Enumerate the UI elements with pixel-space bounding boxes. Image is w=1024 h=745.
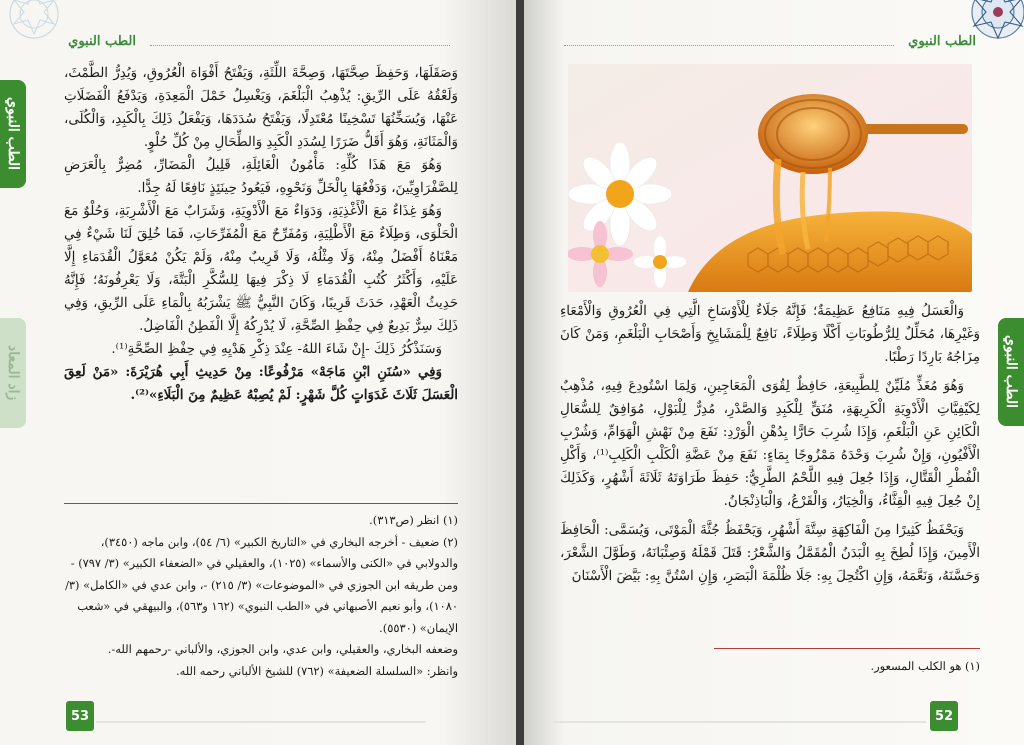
footnotes bbox=[560, 656, 980, 678]
footer-bar bbox=[96, 721, 426, 723]
footnote-rule bbox=[64, 503, 458, 504]
main-text bbox=[64, 62, 458, 407]
paragraph: وَيَحْفَظُ كَثِيرًا مِنَ الْفَاكِهَةِ سِتَّةَ أَشْهُرٍ، وَيَحْفَظُ جُثَّةَ الْمَوْتَى، وَيُسَمَّى: الْحَافِظَ الْأَمِينَ، وَإِذَا لُطِخَ بِهِ الْبَدَنُ الْمُقَمَّلُ وَالشَّعْرُ: قَتَلَ قَمْلَهُ وَصِئْبَانَهُ، وَطَوَّلَ الشَّعْرَ، وَحَسَّنَهُ، وَنَعَّمَهُ، وَإِنِ اكْتُحِلَ بِهِ: جَلَا ظُلْمَةَ الْبَصَرِ، وَإِنِ اسْتُنَّ بِهِ: بَيَّضَ الْأَسْنَانَ bbox=[560, 523, 980, 584]
footnotes bbox=[64, 510, 458, 682]
footer-bar bbox=[554, 721, 926, 723]
footnote: (٢) ضعيف - أخرجه البخاري في «التاريخ الكبير» (٦/ ٥٤)، وابن ماجه (٣٤٥٠)، والدولابي في «الكنى والأسماء» (١٠٢٥)، والعقيلي في «الضعفاء الكبير» (٣/ ٧٩٧) - ومن طريقه ابن الجوزي في «الموضوعات» (٣/ ٢١٥) -، وابن عدي في «الكامل» (٣/ ١٠٨٠)، وأبو نعيم الأصبهاني في «الطب النبوي» (١٦٢ و٥٦٣)، والبيهقي في «شعب الإيمان» (٥٥٣٠). bbox=[65, 534, 458, 635]
page-number: 52 bbox=[930, 701, 958, 731]
hadith-paragraph: وَفِي «سُنَنِ ابْنِ مَاجَهْ» مَرْفُوعًا: مِنْ حَدِيثِ أَبِي هُرَيْرَةَ: «مَنْ لَعِقَ الْعَسَلَ ثَلَاثَ غَدَوَاتٍ كُلَّ شَهْرٍ: لَمْ يُصِبْهُ عَظِيمٌ مِنَ الْبَلَاءِ»⁽²⁾. bbox=[64, 364, 458, 403]
header-rule bbox=[150, 45, 450, 46]
footnote: (١) هو الكلب المسعور. bbox=[870, 659, 980, 673]
side-tab: الطب النبوي bbox=[0, 80, 26, 188]
page-number: 53 bbox=[66, 701, 94, 731]
footnote-rule bbox=[714, 648, 980, 649]
paragraph: وَهُوَ مُغَذٍّ مُلَيِّنٌ لِلطَّبِيعَةِ، حَافِظٌ لِقُوَى الْمَعَاجِينِ، وَلِمَا اسْتُودِعَ فِيهِ، مُذْهِبٌ لِكَيْفِيَّاتِ الْأَدْوِيَةِ الْكَرِيهَةِ، مُنَقٍّ لِلْكَبِدِ وَالصَّدْرِ، مُدِرٌّ لِلْبَوْلِ، مُوَافِقٌ لِلسُّعَالِ الْكَائِنِ عَنِ الْبَلْغَمِ، وَإِذَا شُرِبَ حَارًّا بِدُهْنِ الْوَرْدِ: نَفَعَ مِنْ نَهْشِ الْهَوَامِّ، وَشُرْبِ الْأَفْيُونِ، وَإِنْ شُرِبَ وَحْدَهُ مَمْزُوجًا بِمَاءٍ: نَفَعَ مِنْ عَضَّةِ الْكَلْبِ الْكَلِبِ⁽¹⁾، وَأَكْلِ الْفُطْرِ الْقَتَّالِ، وَإِذَا جُعِلَ فِيهِ اللَّحْمُ الطَّرِيُّ: حَفِظَ طَرَاوَتَهُ ثَلَاثَةَ أَشْهُرٍ، وَكَذَلِكَ إِنْ جُعِلَ فِيهِ الْقِثَّاءُ، وَالْخِيَارُ، وَالْقَرْعُ، وَالْبَاذِنْجَانُ. bbox=[560, 379, 981, 509]
paragraph: وَالْعَسَلُ فِيهِ مَنَافِعُ عَظِيمَةٌ؛ فَإِنَّهُ جَلَاءٌ لِلْأَوْسَاخِ الَّتِي فِي الْعُرُوقِ وَالْأَمْعَاءِ وَغَيْرِهَا، مُحَلِّلٌ لِلرُّطُوبَاتِ أَكْلًا وَطِلَاءً، نَافِعٌ لِلْمَشَايِخِ وَأَصْحَابِ الْبَلْغَمِ، وَمَنْ كَانَ مِزَاجُهُ بَارِدًا رَطْبًا. bbox=[560, 304, 980, 365]
paragraph: وَهُوَ غِذَاءٌ مَعَ الْأَغْذِيَةِ، وَدَوَاءٌ مَعَ الْأَدْوِيَةِ، وَشَرَابٌ مَعَ الْأَشْرِبَةِ، وَحُلْوٌ مَعَ الْحَلْوَى، وَطِلَاءٌ مَعَ الْأَطْلِيَةِ، وَمُفَرِّحٌ مَعَ الْمُفَرِّحَاتِ، فَمَا خُلِقَ لَنَا شَيْءٌ فِي مَعْنَاهُ أَفْضَلُ مِنْهُ، وَلَا مِثْلُهُ، وَلَا قَرِيبٌ مِنْهُ، وَلَمْ يَكُنْ مُعَوَّلُ الْقُدَمَاءِ إِلَّا عَلَيْهِ، وَأَكْثَرُ كُتُبِ الْقُدَمَاءِ لَا ذِكْرَ فِيهَا لِلسُّكَّرِ الْبَتَّةَ، وَلَا يَعْرِفُونَهُ؛ فَإِنَّهُ حَدِيثُ الْعَهْدِ، حَدَثَ قَرِيبًا، وَكَانَ النَّبِيُّ ﷺ يَشْرَبُهُ بِالْمَاءِ عَلَى الرِّيقِ، وَفِي ذَلِكَ سِرٌّ بَدِيعٌ فِي حِفْظِ الصِّحَّةِ، لَا يُدْرِكُهُ إِلَّا الْفَطِنُ الْفَاضِلُ. bbox=[64, 204, 458, 334]
paragraph: وَصَقَلَهَا، وَحَفِظَ صِحَّتَهَا، وَصِحَّةَ اللِّثَةِ، وَيَفْتَحُ أَفْوَاهَ الْعُرُوقِ، وَيُدِرُّ الطَّمْثَ، وَلَعْقُهُ عَلَى الرِّيقِ: يُذْهِبُ الْبَلْغَمَ، وَيَغْسِلُ خَمْلَ الْمَعِدَةِ، وَيَدْفَعُ الْفَضَلَاتِ عَنْهَا، وَيُسَخِّنُهَا تَسْخِينًا مُعْتَدِلًا، وَيَفْتَحُ سُدَدَهَا، وَيَفْعَلُ ذَلِكَ بِالْكَبِدِ، وَالْكُلَى، وَالْمَثَانَةِ، وَهُوَ أَقَلُّ ضَرَرًا لِسُدَدِ الْكَبِدِ وَالطِّحَالِ مِنْ كُلِّ حُلْوٍ. bbox=[64, 66, 458, 150]
header-rule bbox=[564, 45, 894, 46]
right-page bbox=[524, 0, 1024, 745]
main-text bbox=[560, 300, 980, 588]
footnote: (١) انظر (ص٣١٣). bbox=[369, 513, 458, 527]
honey-photo bbox=[568, 64, 972, 292]
paragraph: وَهُوَ مَعَ هَذَا كُلِّهِ: مَأْمُونُ الْغَائِلَةِ، قَلِيلُ الْمَضَارِّ، مُضِرٌّ بِالْعَرَضِ لِلصَّفْرَاوِيِّينَ، وَدَفْعُهَا بِالْخَلِّ وَنَحْوِهِ، فَيَعُودُ حِينَئِذٍ نَافِعًا لَهُ جِدًّا. bbox=[64, 158, 458, 196]
footnote: وانظر: «السلسلة الضعيفة» (٧٦٢) للشيخ الألباني رحمه الله. bbox=[175, 663, 458, 678]
running-header: الطب النبوي bbox=[908, 34, 976, 49]
footnote: وضعفه البخاري، والعقيلي، وابن عدي، وابن الجوزي، والألباني -رحمهم الله-. bbox=[107, 642, 458, 656]
paragraph: وَسَنَذْكُرُ ذَلِكَ -إِنْ شَاءَ اللهُ- عِنْدَ ذِكْرِ هَدْيِهِ فِي حِفْظِ الصِّحَّةِ⁽¹⁾. bbox=[111, 342, 442, 357]
running-header: الطب النبوي bbox=[68, 34, 136, 49]
ornament-icon bbox=[4, 0, 64, 44]
ghost-side-tab: زاد المعاد bbox=[0, 318, 26, 428]
side-tab: الطب النبوي bbox=[998, 318, 1024, 426]
